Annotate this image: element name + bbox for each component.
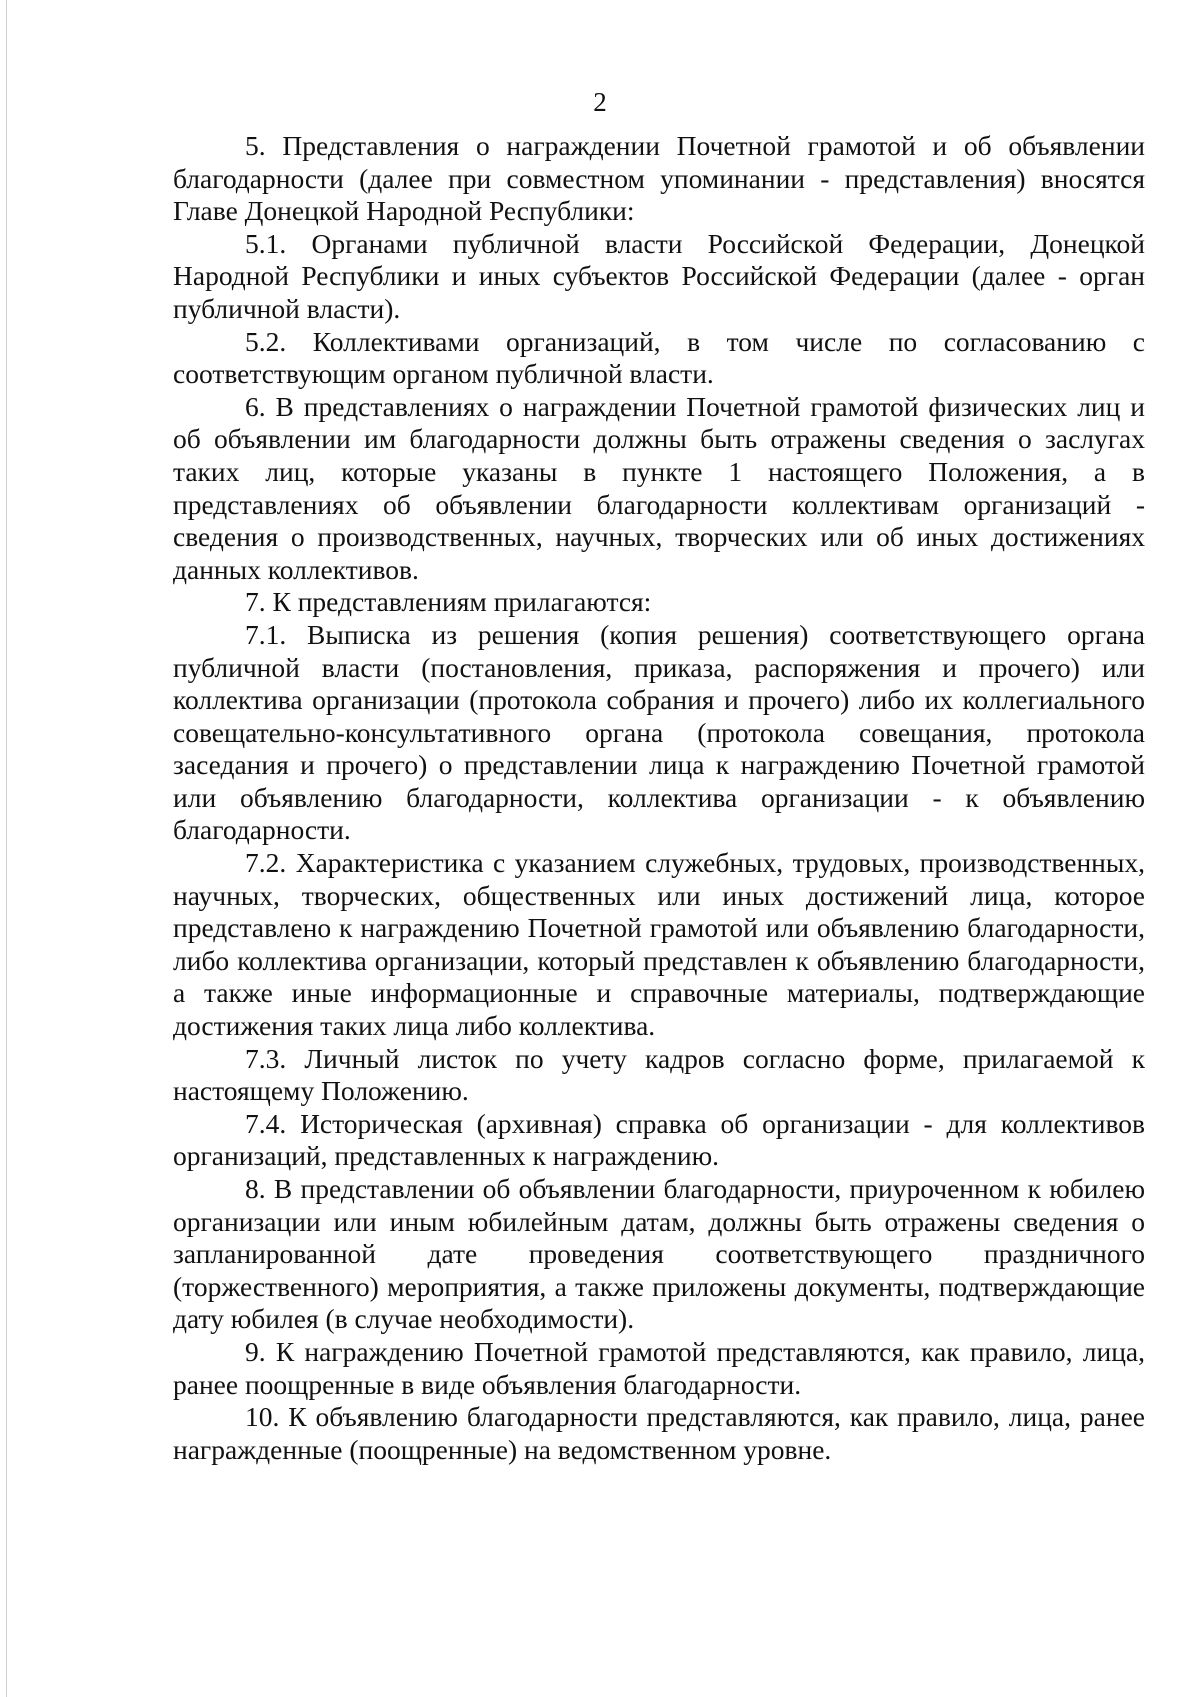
page-number: 2 [593, 87, 607, 117]
paragraph-7: 7. К представлениям прилагаются: [245, 586, 652, 618]
document-body [173, 130, 1145, 1466]
paragraph-8: 8. В представлении об объявлении благодарности, приуроченном к юбилею организации или иным юбилейным датам, должны быть отражены сведения о запланированной дате проведения соответствующего праздничного (торжественного) мероприятия, а также приложены документы, подтверждающие дату юбилея (в случае необходимости). [173, 1173, 1145, 1335]
paragraph-7-4: 7.4. Историческая (архивная) справка об организации - для коллективов организаций, представленных к награждению. [173, 1107, 1145, 1172]
paragraph-6: 6. В представлениях о награждении Почетной грамотой физических лиц и об объявлении им благодарности должны быть отражены сведения о заслугах таких лиц, которые указаны в пункте 1 настоящего Положения, а в представлениях об объявлении благодарности коллективам организаций - сведения о производственных, научных, творческих или об иных достижениях данных коллективов. [173, 390, 1145, 585]
paragraph-7-3: 7.3. Личный листок по учету кадров согласно форме, прилагаемой к настоящему Положению. [173, 1042, 1145, 1107]
paragraph-7-2: 7.2. Характеристика с указанием служебных, трудовых, производственных, научных, творческих, общественных или иных достижений лица, которое представлено к награждению Почетной грамотой или объявлению благодарности, либо коллектива организации, который представлен к объявлению благодарности, а также иные информационные и справочные материалы, подтверждающие достижения таких лица либо коллектива. [173, 847, 1145, 1042]
scan-edge-line [6, 0, 7, 1697]
paragraph-5: 5. Представления о награждении Почетной грамотой и об объявлении благодарности (далее при совместном упоминании - представления) вносятся Главе Донецкой Народной Республики: [173, 130, 1145, 227]
paragraph-9: 9. К награждению Почетной грамотой представляются, как правило, лица, ранее поощренные в виде объявления благодарности. [173, 1335, 1145, 1400]
paragraph-7-1: 7.1. Выписка из решения (копия решения) соответствующего органа публичной власти (постановления, приказа, распоряжения и прочего) или коллектива организации (протокола собрания и прочего) либо их коллегиального совещательно-консультативного органа (протокола совещания, протокола заседания и прочего) о представлении лица к награждению Почетной грамотой или объявлению благодарности, коллектива организации - к объявлению благодарности. [173, 618, 1145, 846]
paragraph-5-1: 5.1. Органами публичной власти Российской Федерации, Донецкой Народной Республики и иных субъектов Российской Федерации (далее - орган публичной власти). [173, 227, 1145, 324]
paragraph-5-2: 5.2. Коллективами организаций, в том числе по согласованию с соответствующим органом публичной власти. [173, 325, 1145, 390]
paragraph-10: 10. К объявлению благодарности представляются, как правило, лица, ранее награжденные (поощренные) на ведомственном уровне. [173, 1401, 1145, 1465]
